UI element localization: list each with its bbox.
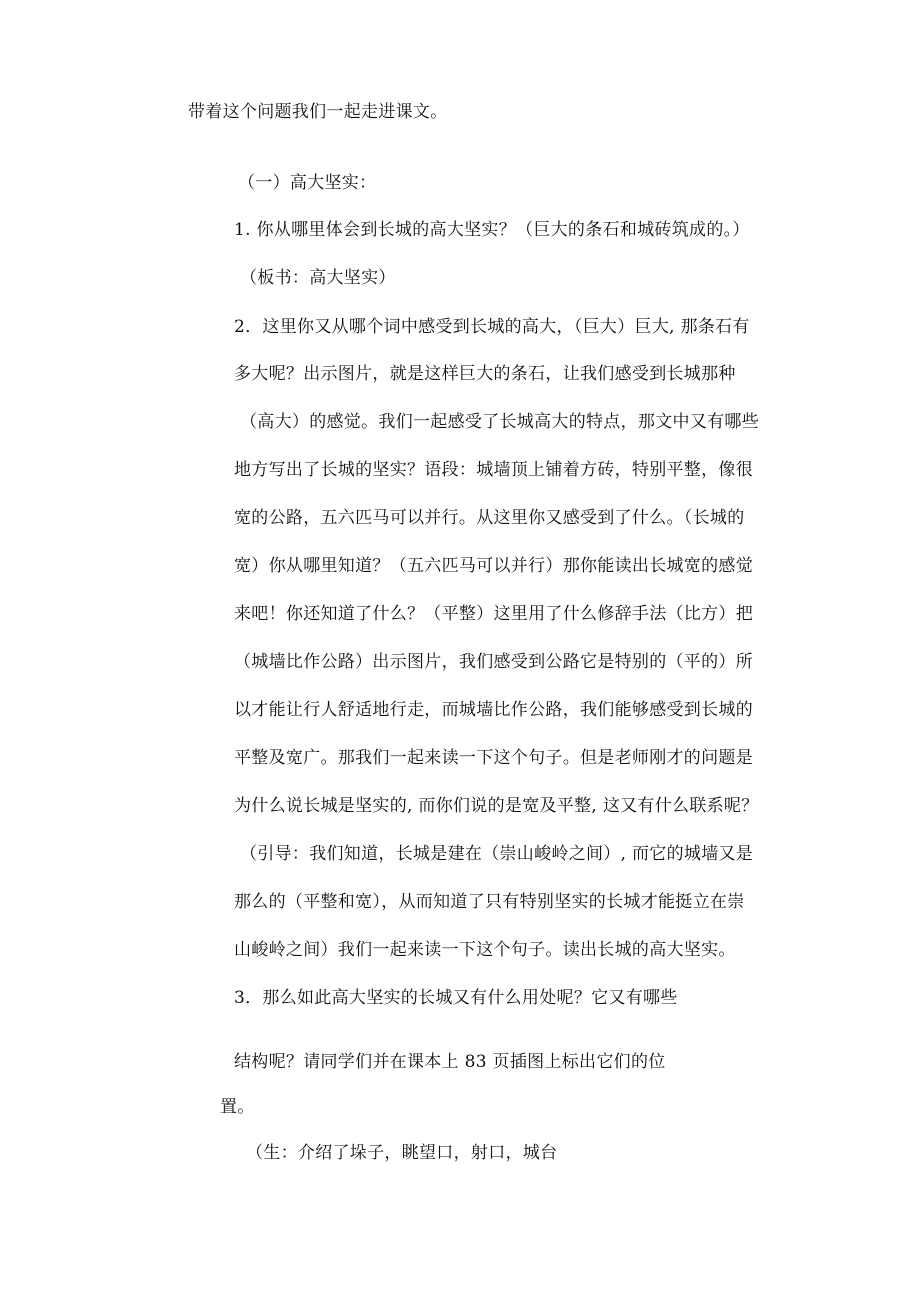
question-1: 1. 你从哪里体会到长城的高大坚实？（巨大的条石和城砖筑成的。）: [234, 220, 750, 240]
question-2-line-11: 为什么说长城是坚实的, 而你们说的是宽及平整, 这又有什么联系呢？: [234, 796, 759, 816]
question-2-line-7: 来吧！你还知道了什么？（平整）这里用了什么修辞手法（比方）把: [234, 604, 753, 624]
question-2-line-4: 地方写出了长城的坚实？语段：城墙顶上铺着方砖，特别平整，像很: [234, 460, 753, 480]
intro-line: 带着这个问题我们一起走进课文。: [188, 102, 448, 122]
question-2-line-5: 宽的公路，五六匹马可以并行。从这里你又感受到了什么。（长城的: [234, 508, 745, 528]
question-2-line-8: （城墙比作公路）出示图片，我们感受到公路它是特别的（平的）所: [234, 652, 753, 672]
question-2-line-12: （引导：我们知道，长城是建在（崇山峻岭之间）, 而它的城墙又是: [240, 844, 754, 864]
question-2-line-13: 那么的（平整和宽），从而知道了只有特别坚实的长城才能挺立在崇: [234, 892, 745, 912]
question-3-line-1: 3．那么如此高大坚实的长城又有什么用处呢？它又有哪些: [234, 988, 678, 1008]
question-2-line-6: 宽）你从哪里知道？（五六匹马可以并行）那你能读出长城宽的感觉: [234, 556, 753, 576]
question-2-line-10: 平整及宽广。那我们一起来读一下这个句子。但是老师刚才的问题是: [234, 748, 753, 768]
question-2-line-1: 2．这里你又从哪个词中感受到长城的高大，（巨大）巨大, 那条石有: [234, 317, 750, 337]
question-2-line-2: 多大呢？出示图片，就是这样巨大的条石，让我们感受到长城那种: [234, 364, 736, 384]
section-heading: （一）高大坚实：: [238, 173, 377, 193]
question-2-line-14: 山峻岭之间）我们一起来读一下这个句子。读出长城的高大坚实。: [234, 940, 736, 960]
question-3-line-2: 结构呢？请同学们并在课本上 83 页插图上标出它们的位: [234, 1052, 666, 1072]
question-2-line-3: （高大）的感觉。我们一起感受了长城高大的特点，那文中又有哪些: [240, 412, 759, 432]
student-answer: （生：介绍了垛子，眺望口，射口，城台: [246, 1143, 558, 1163]
blackboard-note: （板书：高大坚实）: [240, 268, 396, 288]
question-3-line-3: 置。: [220, 1097, 255, 1117]
question-2-line-9: 以才能让行人舒适地行走，而城墙比作公路，我们能够感受到长城的: [234, 700, 753, 720]
